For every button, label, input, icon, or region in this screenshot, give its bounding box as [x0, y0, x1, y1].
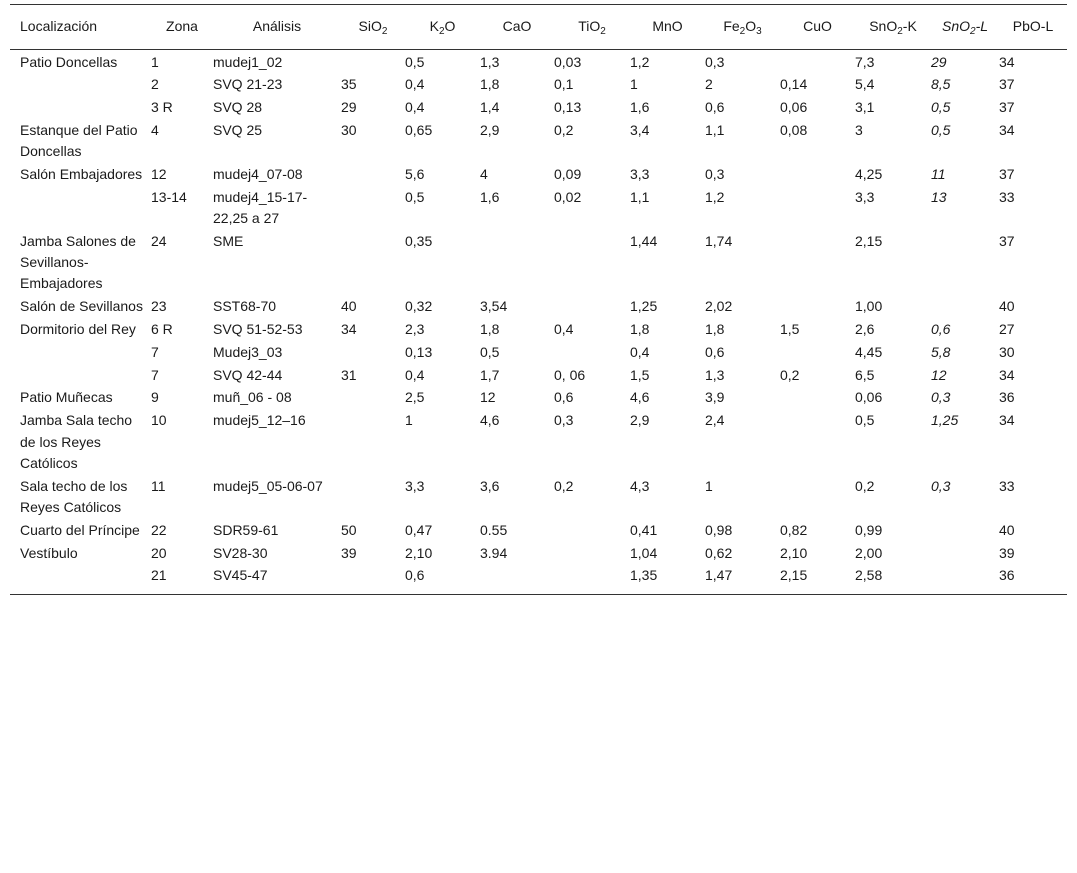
cell-pbo-l: 36: [999, 389, 1015, 406]
table-row: [10, 162, 1067, 185]
composition-table: [10, 4, 1067, 595]
cell-pbo-l: 33: [999, 477, 1015, 494]
cell-k2o: 2,3: [405, 321, 425, 338]
cell-analisis: SVQ 51-52-53: [213, 321, 303, 338]
cell-localizacion: [10, 96, 151, 119]
cell-sio2: [341, 162, 405, 185]
cell-analisis: SVQ 21-23: [213, 76, 283, 93]
cell-cao: 1,8: [480, 321, 500, 338]
cell-sno2-l: [931, 295, 999, 318]
cell-localizacion: Patio Muñecas: [20, 389, 113, 406]
cell-cuo: [780, 162, 855, 185]
cell-tio2: 0,1: [554, 76, 574, 93]
cell-k2o: 0,4: [405, 76, 425, 93]
header-sno2-l: SnO$_2$-L: [941, 18, 989, 37]
cell-sno2-k: 0,2: [855, 477, 875, 494]
header-sio2: SiO$_2$: [358, 18, 388, 37]
cell-tio2: 0,02: [554, 188, 582, 205]
cell-zona: 7: [151, 343, 159, 360]
cell-zona: 3 R: [151, 99, 173, 116]
cell-sno2-l: 8,5: [931, 76, 951, 93]
cell-fe2o3: 2: [705, 76, 713, 93]
cell-sno2-l: 0,3: [931, 477, 951, 494]
cell-cuo: [780, 474, 855, 518]
cell-pbo-l: 39: [999, 544, 1015, 561]
cell-cao: 3,6: [480, 477, 500, 494]
cell-localizacion: [10, 185, 151, 229]
cell-k2o: 0,32: [405, 298, 433, 315]
cell-pbo-l: 34: [999, 121, 1015, 138]
table-row: [10, 118, 1067, 162]
cell-k2o: 0,5: [405, 53, 425, 70]
cell-zona: 20: [151, 544, 167, 561]
header-analisis: Análisis: [252, 18, 302, 34]
cell-cuo: [780, 50, 855, 73]
cell-cuo: 1,5: [780, 321, 800, 338]
cell-fe2o3: 0,3: [705, 165, 725, 182]
cell-sio2: 35: [341, 76, 357, 93]
cell-k2o: 0,4: [405, 99, 425, 116]
cell-analisis: mudej5_12–16: [213, 412, 306, 429]
cell-sno2-k: 7,3: [855, 53, 875, 70]
header-tio2: TiO$_2$: [578, 18, 606, 37]
cell-tio2: [554, 564, 630, 594]
cell-k2o: 0,13: [405, 343, 433, 360]
cell-cao: 1,3: [480, 53, 500, 70]
cell-cuo: [780, 340, 855, 363]
cell-mno: 1,1: [630, 188, 650, 205]
cell-fe2o3: 2,02: [705, 298, 733, 315]
cell-analisis: SVQ 42-44: [213, 366, 283, 383]
cell-k2o: 2,5: [405, 389, 425, 406]
cell-sio2: 40: [341, 298, 357, 315]
cell-cao: 4,6: [480, 412, 500, 429]
cell-fe2o3: 0,98: [705, 521, 733, 538]
cell-pbo-l: 34: [999, 412, 1015, 429]
cell-sio2: [341, 564, 405, 594]
table-body: [10, 50, 1067, 595]
cell-analisis: SME: [213, 232, 244, 249]
cell-pbo-l: 40: [999, 298, 1015, 315]
cell-cao: [480, 564, 554, 594]
cell-mno: 1: [630, 76, 638, 93]
cell-pbo-l: 37: [999, 232, 1015, 249]
cell-sio2: 34: [341, 321, 357, 338]
cell-fe2o3: 1,74: [705, 232, 733, 249]
cell-localizacion: Sala techo de los Reyes Católicos: [20, 477, 128, 515]
cell-tio2: 0,2: [554, 121, 574, 138]
cell-localizacion: [10, 340, 151, 363]
cell-cao: 2,9: [480, 121, 500, 138]
table-row: [10, 386, 1067, 409]
cell-zona: 21: [151, 567, 167, 584]
cell-sno2-k: 5,4: [855, 76, 875, 93]
table-row: [10, 185, 1067, 229]
cell-sno2-l: [931, 518, 999, 541]
cell-sio2: [341, 229, 405, 294]
cell-sno2-l: [931, 229, 999, 294]
cell-analisis: SV28-30: [213, 544, 268, 561]
cell-cuo: [780, 229, 855, 294]
cell-sio2: [341, 50, 405, 73]
cell-mno: 4,3: [630, 477, 650, 494]
cell-mno: 1,6: [630, 99, 650, 116]
table-row: [10, 363, 1067, 386]
cell-analisis: SVQ 25: [213, 121, 263, 138]
cell-analisis: SV45-47: [213, 567, 268, 584]
cell-k2o: 1: [405, 412, 413, 429]
cell-sno2-k: 2,15: [855, 232, 883, 249]
cell-pbo-l: 36: [999, 567, 1015, 584]
cell-zona: 10: [151, 412, 167, 429]
cell-zona: 23: [151, 298, 167, 315]
cell-cao: 1,4: [480, 99, 500, 116]
cell-cao: 0,5: [480, 343, 500, 360]
cell-sno2-l: [931, 541, 999, 564]
cell-cuo: [780, 185, 855, 229]
cell-cao: 3.94: [480, 544, 508, 561]
cell-k2o: 2,10: [405, 544, 433, 561]
cell-k2o: 0,65: [405, 121, 433, 138]
cell-zona: 6 R: [151, 321, 173, 338]
cell-sno2-l: 11: [931, 165, 946, 182]
cell-tio2: 0,09: [554, 165, 582, 182]
cell-fe2o3: 1,8: [705, 321, 725, 338]
cell-pbo-l: 33: [999, 188, 1015, 205]
cell-cuo: 0,06: [780, 99, 808, 116]
cell-fe2o3: 1,1: [705, 121, 725, 138]
cell-zona: 24: [151, 232, 167, 249]
cell-cuo: [780, 409, 855, 474]
cell-sio2: 30: [341, 121, 357, 138]
cell-sno2-k: 2,6: [855, 321, 875, 338]
cell-pbo-l: 27: [999, 321, 1015, 338]
cell-analisis: mudej4_07-08: [213, 165, 303, 182]
cell-k2o: 0,5: [405, 188, 425, 205]
cell-zona: 1: [151, 53, 159, 70]
cell-fe2o3: 0,62: [705, 544, 733, 561]
cell-cao: 12: [480, 389, 496, 406]
cell-zona: 2: [151, 76, 159, 93]
cell-sno2-k: 1,00: [855, 298, 883, 315]
cell-mno: 1,35: [630, 567, 658, 584]
cell-analisis: SDR59-61: [213, 521, 279, 538]
cell-sno2-k: 4,25: [855, 165, 883, 182]
cell-sno2-l: 29: [931, 53, 947, 70]
cell-sno2-k: 3,1: [855, 99, 875, 116]
cell-mno: 2,9: [630, 412, 650, 429]
cell-cao: 0.55: [480, 521, 508, 538]
header-fe2o3: $Fe_2O_3$: [723, 18, 762, 37]
cell-localizacion: Estanque del Patio Doncellas: [20, 121, 138, 160]
cell-fe2o3: 1,2: [705, 188, 725, 205]
table-row: [10, 474, 1067, 518]
cell-k2o: 0,35: [405, 232, 433, 249]
cell-fe2o3: 0,3: [705, 53, 725, 70]
cell-cuo: 2,15: [780, 567, 808, 584]
cell-sno2-k: 2,00: [855, 544, 883, 561]
header-cuo: CuO: [803, 18, 832, 34]
header-sno2-k: SnO$_2$-K: [869, 18, 917, 37]
header-row: [10, 5, 1067, 50]
cell-mno: 3,3: [630, 165, 650, 182]
cell-tio2: [554, 541, 630, 564]
table-row: [10, 50, 1067, 73]
table-row: [10, 518, 1067, 541]
table-row: [10, 73, 1067, 96]
cell-mno: 1,44: [630, 232, 658, 249]
cell-sio2: 31: [341, 366, 357, 383]
cell-fe2o3: 0,6: [705, 343, 725, 360]
cell-sno2-k: 0,99: [855, 521, 883, 538]
cell-localizacion: [10, 73, 151, 96]
cell-cuo: [780, 386, 855, 409]
cell-tio2: 0,2: [554, 477, 574, 494]
cell-tio2: 0,03: [554, 53, 582, 70]
data-table-container: [10, 4, 1067, 595]
header-zona: Zona: [166, 18, 198, 34]
cell-sno2-k: 6,5: [855, 366, 875, 383]
cell-sno2-l: 13: [931, 188, 947, 205]
cell-sno2-l: 12: [931, 366, 947, 383]
cell-sno2-k: 0,5: [855, 412, 875, 429]
cell-k2o: 0,6: [405, 567, 425, 584]
cell-localizacion: Patio Doncellas: [20, 53, 118, 70]
cell-fe2o3: 0,6: [705, 99, 725, 116]
cell-pbo-l: 40: [999, 521, 1015, 538]
cell-cao: 1,6: [480, 188, 500, 205]
cell-mno: 1,04: [630, 544, 658, 561]
cell-k2o: 3,3: [405, 477, 425, 494]
cell-zona: 22: [151, 521, 167, 538]
cell-sno2-k: 3: [855, 121, 863, 138]
cell-cuo: 2,10: [780, 544, 808, 561]
cell-analisis: mudej4_15-17-22,25 a 27: [213, 188, 308, 227]
table-row: [10, 229, 1067, 294]
cell-tio2: [554, 340, 630, 363]
cell-tio2: [554, 229, 630, 294]
table-row: [10, 96, 1067, 119]
cell-zona: 11: [151, 477, 166, 494]
cell-cao: 4: [480, 165, 488, 182]
cell-tio2: 0,13: [554, 99, 582, 116]
cell-sio2: [341, 340, 405, 363]
cell-k2o: 5,6: [405, 165, 425, 182]
cell-sio2: 29: [341, 99, 357, 116]
cell-sio2: [341, 474, 405, 518]
header-cao: CaO: [502, 18, 532, 34]
table-row: [10, 409, 1067, 474]
cell-analisis: Mudej3_03: [213, 343, 283, 360]
cell-analisis: SST68-70: [213, 298, 277, 315]
cell-pbo-l: 30: [999, 343, 1015, 360]
table-row: [10, 541, 1067, 564]
cell-cuo: 0,2: [780, 366, 800, 383]
cell-fe2o3: 1,47: [705, 567, 733, 584]
cell-localizacion: Jamba Sala techo de los Reyes Católicos: [20, 412, 133, 471]
cell-fe2o3: 1,3: [705, 366, 725, 383]
header-localizacion: Localización: [20, 18, 98, 34]
cell-tio2: 0,4: [554, 321, 574, 338]
cell-sio2: 50: [341, 521, 357, 538]
cell-analisis: muñ_06 - 08: [213, 389, 292, 406]
cell-zona: 13-14: [151, 188, 187, 205]
cell-zona: 4: [151, 121, 159, 138]
cell-mno: 3,4: [630, 121, 650, 138]
cell-sno2-k: 4,45: [855, 343, 883, 360]
cell-sno2-l: [931, 564, 999, 594]
cell-pbo-l: 34: [999, 53, 1015, 70]
cell-sno2-l: 0,3: [931, 389, 951, 406]
cell-cao: [480, 229, 554, 294]
cell-tio2: [554, 518, 630, 541]
cell-cuo: 0,08: [780, 121, 808, 138]
cell-mno: 1,25: [630, 298, 658, 315]
cell-sno2-l: 0,5: [931, 99, 951, 116]
cell-localizacion: Dormitorio del Rey: [20, 321, 136, 338]
header-mno: MnO: [652, 18, 683, 34]
cell-sno2-l: 0,5: [931, 121, 951, 138]
cell-cao: 1,8: [480, 76, 500, 93]
cell-localizacion: Vestíbulo: [20, 544, 78, 561]
cell-pbo-l: 37: [999, 76, 1015, 93]
cell-localizacion: [10, 564, 151, 594]
table-row: [10, 318, 1067, 341]
cell-zona: 12: [151, 165, 167, 182]
cell-sno2-l: 1,25: [931, 412, 959, 429]
cell-pbo-l: 34: [999, 366, 1015, 383]
cell-localizacion: Cuarto del Príncipe: [20, 521, 140, 538]
cell-mno: 0,4: [630, 343, 650, 360]
cell-cuo: 0,14: [780, 76, 808, 93]
table-row: [10, 564, 1067, 594]
cell-zona: 9: [151, 389, 159, 406]
header-pbo-l: PbO-L: [1012, 18, 1054, 34]
cell-pbo-l: 37: [999, 99, 1015, 116]
cell-pbo-l: 37: [999, 165, 1015, 182]
cell-k2o: 0,47: [405, 521, 433, 538]
cell-fe2o3: 2,4: [705, 412, 725, 429]
cell-sno2-k: 2,58: [855, 567, 883, 584]
cell-sno2-k: 0,06: [855, 389, 883, 406]
cell-sno2-k: 3,3: [855, 188, 875, 205]
cell-sio2: [341, 409, 405, 474]
cell-cao: 3,54: [480, 298, 508, 315]
cell-sio2: [341, 185, 405, 229]
cell-mno: 1,5: [630, 366, 650, 383]
cell-cuo: [780, 295, 855, 318]
cell-zona: 7: [151, 366, 159, 383]
cell-sno2-l: 5,8: [931, 343, 951, 360]
cell-fe2o3: 3,9: [705, 389, 725, 406]
cell-tio2: 0, 06: [554, 366, 586, 383]
cell-cao: 1,7: [480, 366, 500, 383]
cell-cuo: 0,82: [780, 521, 808, 538]
cell-sno2-l: 0,6: [931, 321, 951, 338]
cell-tio2: [554, 295, 630, 318]
cell-tio2: 0,3: [554, 412, 574, 429]
cell-tio2: 0,6: [554, 389, 574, 406]
cell-fe2o3: 1: [705, 477, 713, 494]
header-k2o: $K_2O$: [429, 18, 456, 37]
cell-localizacion: Salón Embajadores: [20, 165, 143, 182]
cell-analisis: SVQ 28: [213, 99, 263, 116]
table-row: [10, 295, 1067, 318]
cell-sio2: [341, 386, 405, 409]
table-row: [10, 340, 1067, 363]
cell-mno: 1,8: [630, 321, 650, 338]
cell-analisis: mudej1_02: [213, 53, 283, 70]
cell-mno: 4,6: [630, 389, 650, 406]
cell-localizacion: [10, 363, 151, 386]
cell-localizacion: Jamba Salones de Sevillanos-Embajadores: [20, 232, 136, 292]
cell-mno: 0,41: [630, 521, 658, 538]
cell-k2o: 0,4: [405, 366, 425, 383]
cell-mno: 1,2: [630, 53, 650, 70]
cell-analisis: mudej5_05-06-07: [213, 477, 323, 494]
cell-sio2: 39: [341, 544, 357, 561]
cell-localizacion: Salón de Sevillanos: [20, 298, 143, 315]
